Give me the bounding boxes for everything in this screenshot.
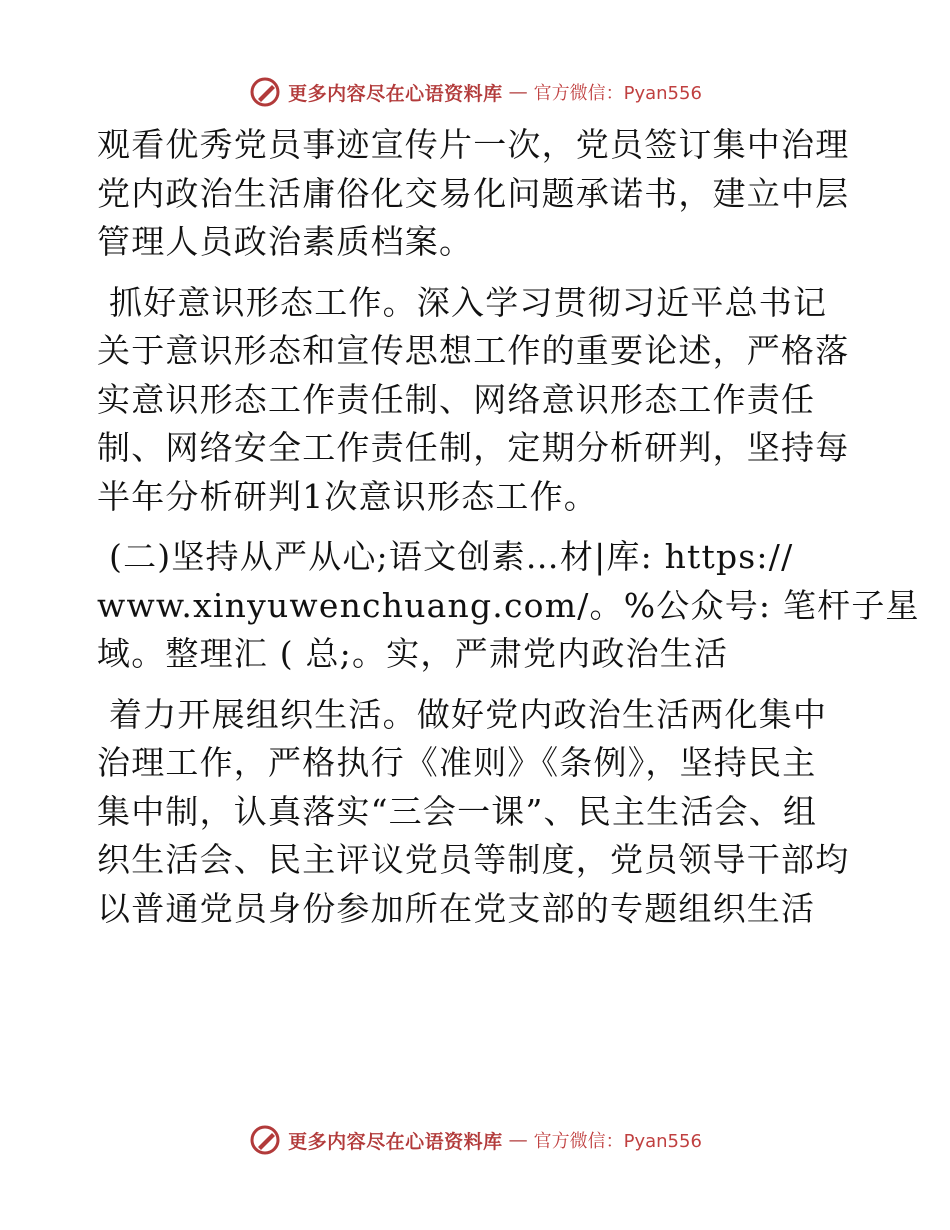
document-body xyxy=(97,121,920,945)
text-line: 治理工作，严格执行《准则》《条例》，坚持民主 xyxy=(97,743,817,782)
paragraph xyxy=(97,279,857,522)
pen-logo-icon xyxy=(248,1123,282,1157)
banner-wechat-text: 官方微信：Pyan556 xyxy=(533,1131,702,1152)
text-line: 关于意识形态和宣传思想工作的重要论述，严格落 xyxy=(97,331,850,370)
text-line: 观看优秀党员事迹宣传片一次，党员签订集中治理 xyxy=(97,125,850,164)
text-line: 制、网络安全工作责任制，定期分析研判，坚持每 xyxy=(97,428,850,467)
text-line: 半年分析研判1次意识形态工作。 xyxy=(97,476,598,516)
pen-logo-icon xyxy=(248,75,282,109)
text-line: 以普通党员身份参加所在党支部的专题组织生活 xyxy=(97,888,816,928)
paragraph xyxy=(97,121,857,267)
text-line: 域。整理汇 ( 总;。实，严肃党内政治生活 xyxy=(97,634,729,673)
text-line: 着力开展组织生活。做好党内政治生活两化集中 xyxy=(109,694,828,734)
banner-dash: — xyxy=(508,81,528,103)
text-line: www.xinyuwenchuang.com/。%公众号: 笔杆子星 xyxy=(97,585,920,625)
text-line: 织生活会、民主评议党员等制度，党员领导干部均 xyxy=(97,840,850,879)
banner-dash: — xyxy=(508,1129,528,1151)
footer-banner xyxy=(0,1120,950,1160)
banner-wechat-text: 官方微信：Pyan556 xyxy=(533,83,702,104)
paragraph xyxy=(97,691,857,934)
text-line: 管理人员政治素质档案。 xyxy=(97,222,474,261)
banner-main-text: 更多内容尽在心语资料库 xyxy=(288,1130,503,1153)
text-line: 抓好意识形态工作。深入学习贯彻习近平总书记 xyxy=(109,282,828,322)
text-line: 党内政治生活庸俗化交易化问题承诺书，建立中层 xyxy=(97,173,850,213)
header-banner xyxy=(0,72,950,112)
text-line: (二)坚持从严从心;语文创素…材|库: https:// xyxy=(109,537,794,576)
paragraph xyxy=(97,533,920,679)
text-line: 实意识形态工作责任制、网络意识形态工作责任 xyxy=(97,379,816,419)
banner-main-text: 更多内容尽在心语资料库 xyxy=(288,82,503,105)
text-line: 集中制，认真落实“三会一课”、民主生活会、组 xyxy=(97,791,818,831)
